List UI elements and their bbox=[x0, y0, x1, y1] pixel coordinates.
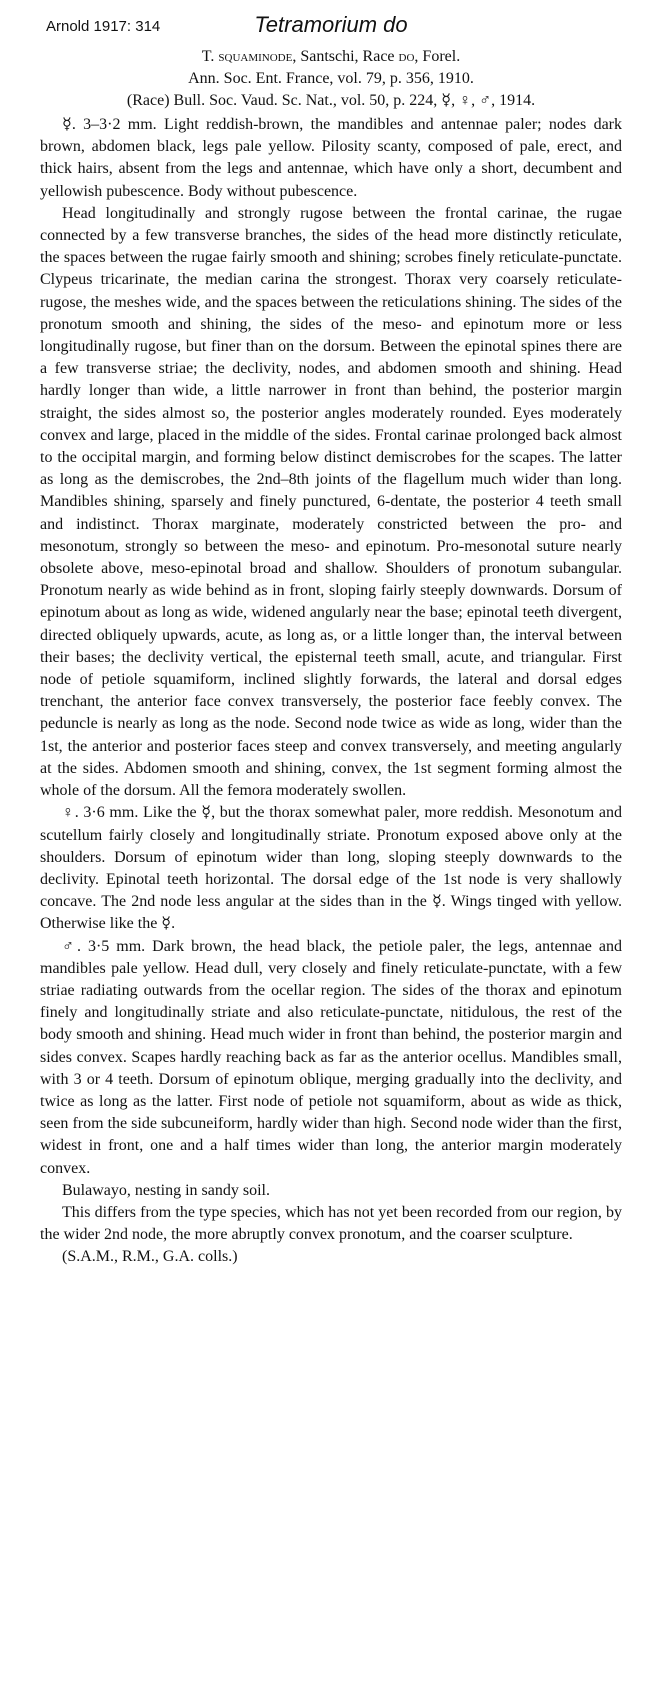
male-description: ♂. 3·5 mm. Dark brown, the head black, the petiole paler, the legs, antennae and mandibles pale yellow. Head dull, very closely and finely reticulate-punctate, with a few striae radiating outwards from the ocellar region. The sides of the thorax and epinotum finely and longitudinally striate and also reticulate-punctate, nitidulous, the rest of the body smooth and shining. Head much wider in front than behind, the posterior margin and sides convex. Scapes hardly reaching back as far as the anterior ocellus. Mandibles small, with 3 or 4 teeth. Dorsum of epinotum oblique, merging gradually into the declivity, and twice as long as the latter. First node of petiole not squamiform, about as wide as thick, seen from the side subcuneiform, hardly wider than high. Second node wider than the first, widest in front, one and a half times wider than long, the anterior margin moderately convex. bbox=[40, 937, 622, 1177]
page-header bbox=[40, 10, 622, 40]
taxon-heading bbox=[40, 46, 622, 68]
worker-description: ☿. 3–3·2 mm. Light reddish-brown, the mandibles and antennae paler; nodes dark brown, abdomen black, legs pale yellow. Pilosity scanty, composed of pale, erect, and thick hairs, absent from the legs and antennae, which have only a short, decumbent and yellowish pubescence. Body without pubescence. bbox=[40, 116, 622, 200]
page-title: Tetramorium do bbox=[254, 12, 408, 37]
taxon-name: T. squaminode, bbox=[201, 48, 297, 65]
taxon-race: do, bbox=[398, 48, 419, 65]
locality-paragraph: Bulawayo, nesting in sandy soil. bbox=[62, 1181, 270, 1199]
reference-2: (Race) Bull. Soc. Vaud. Sc. Nat., vol. 50, p. 224, ☿, ♀, ♂, 1914. bbox=[126, 92, 536, 109]
worker-sculpture-description: Head longitudinally and strongly rugose between the frontal carinae, the rugae connected by a few transverse branches, the sides of the head more distinctly reticulate, the spaces between the rugae fairly smooth and shining; scrobes finely reticulate-punctate. Clypeus tricarinate, the median carina the strongest. Thorax very coarsely reticulate-rugose, the meshes wide, and the spaces between the reticulations shining. The sides of the pronotum smooth and shining, the sides of the meso- and epinotum more or less longitudinally rugose, but finer than on the dorsum. Between the epinotal spines there are a few transverse striae; the declivity, nodes, and abdomen smooth and shining. Head hardly longer than wide, a little narrower in front than behind, the posterior margin straight, the sides almost so, the posterior angles moderately rounded. Eyes moderately convex and large, placed in the middle of the sides. Frontal carinae prolonged back almost to the occipital margin, and forming below distinct demiscrobes for the scapes. The latter as long as the demiscrobes, the 2nd–8th joints of the flagellum much wider than long. Mandibles shining, sparsely and finely punctured, 6-dentate, the posterior 4 teeth small and indistinct. Thorax marginate, moderately constricted between the pro- and mesonotum, strongly so between the meso- and epinotum. Pro-mesonotal suture nearly obsolete above, meso-epinotal broad and shallow. Shoulders of pronotum subangular. Pronotum nearly as wide behind as in front, sloping fairly steeply downwards. Dorsum of epinotum about as long as wide, widened angularly near the base; epinotal teeth divergent, directed obliquely upwards, acute, as long as, or a little longer than, the interval between their bases; the declivity vertical, the episternal teeth small, acute, and triangular. First node of petiole squamiform, inclined slightly forwards, the lateral and dorsal edges trenchant, the anterior face convex transversely, the posterior face feebly convex. The peduncle is nearly as long as the node. Second node twice as wide as long, wider than the 1st, the anterior and posterior faces steep and convex transversely, and meeting angularly at the sides. Abdomen smooth and shining, convex, the 1st segment forming almost the whole of the dorsum. All the femora moderately swollen. bbox=[40, 204, 622, 800]
collections-paragraph: (S.A.M., R.M., G.A. colls.) bbox=[62, 1248, 238, 1266]
citation-label: Arnold 1917: 314 bbox=[46, 18, 161, 35]
taxon-authority: Santschi, Race bbox=[296, 48, 399, 65]
female-description: ♀. 3·6 mm. Like the ☿, but the thorax somewhat paler, more reddish. Mesonotum and scutellum fairly closely and longitudinally striate. Pronotum exposed above only at the shoulders. Dorsum of epinotum wider than long, sloping steeply downwards to the declivity. Epinotal teeth horizontal. The dorsal edge of the 1st node is very shallowly concave. The 2nd node less angular at the sides than in the ☿. Wings tinged with yellow. Otherwise like the ☿. bbox=[40, 804, 622, 933]
taxon-race-author: Forel. bbox=[418, 48, 461, 65]
reference-1: Ann. Soc. Ent. France, vol. 79, p. 356, 1910. bbox=[188, 70, 474, 87]
description-body bbox=[40, 114, 622, 1269]
remarks-paragraph: This differs from the type species, which has not yet been recorded from our region, by the wider 2nd node, the more abruptly convex pronotum, and the coarser sculpture. bbox=[40, 1203, 622, 1244]
